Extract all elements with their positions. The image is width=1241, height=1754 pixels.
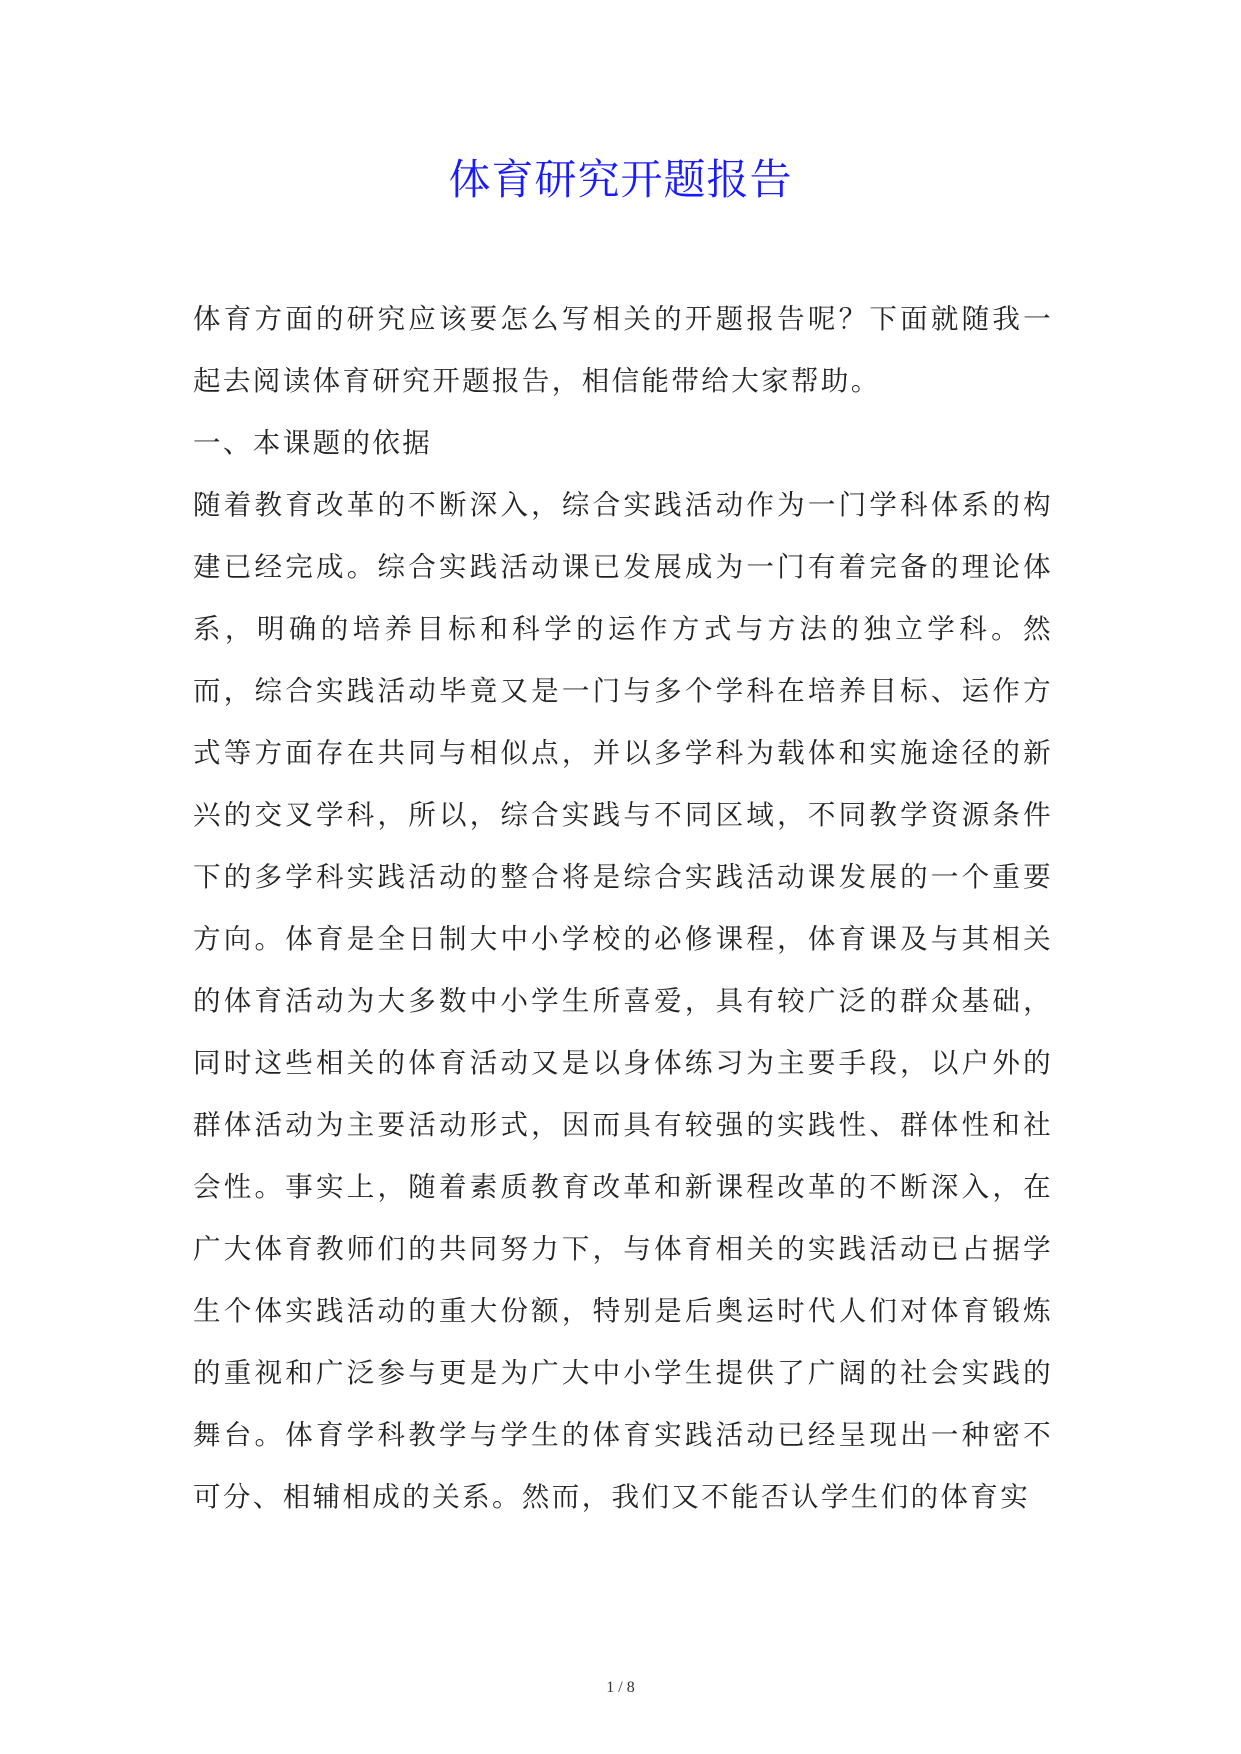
body-paragraph: 随着教育改革的不断深入，综合实践活动作为一门学科体系的构建已经完成。综合实践活动课已发展成为一门有着完备的理论体系，明确的培养目标和科学的运作方式与方法的独立学科。然而，综合实践活动毕竟又是一门与多个学科在培养目标、运作方式等方面存在共同与相似点，并以多学科为载体和实施途径的新兴的交叉学科，所以，综合实践与不同区域，不同教学资源条件下的多学科实践活动的整合将是综合实践活动课发展的一个重要方向。体育是全日制大中小学校的必修课程，体育课及与其相关的体育活动为大多数中小学生所喜爱，具有较广泛的群众基础，同时这些相关的体育活动又是以身体练习为主要手段，以户外的群体活动为主要活动形式，因而具有较强的实践性、群体性和社会性。事实上，随着素质教育改革和新课程改革的不断深入，在广大体育教师们的共同努力下，与体育相关的实践活动已占据学生个体实践活动的重大份额，特别是后奥运时代人们对体育锻炼的重视和广泛参与更是为广大中小学生提供了广阔的社会实践的舞台。体育学科教学与学生的体育实践活动已经呈现出一种密不可分、相辅相成的关系。然而，我们又不能否认学生们的体育实 [193, 489, 1053, 1513]
intro-paragraph: 体育方面的研究应该要怎么写相关的开题报告呢？下面就随我一起去阅读体育研究开题报告，相信能带给大家帮助。 [193, 303, 1053, 397]
section-heading: 一、本课题的依据 [193, 427, 433, 459]
document-title: 体育研究开题报告 [448, 155, 793, 204]
page-number: 1 / 8 [606, 1679, 635, 1696]
